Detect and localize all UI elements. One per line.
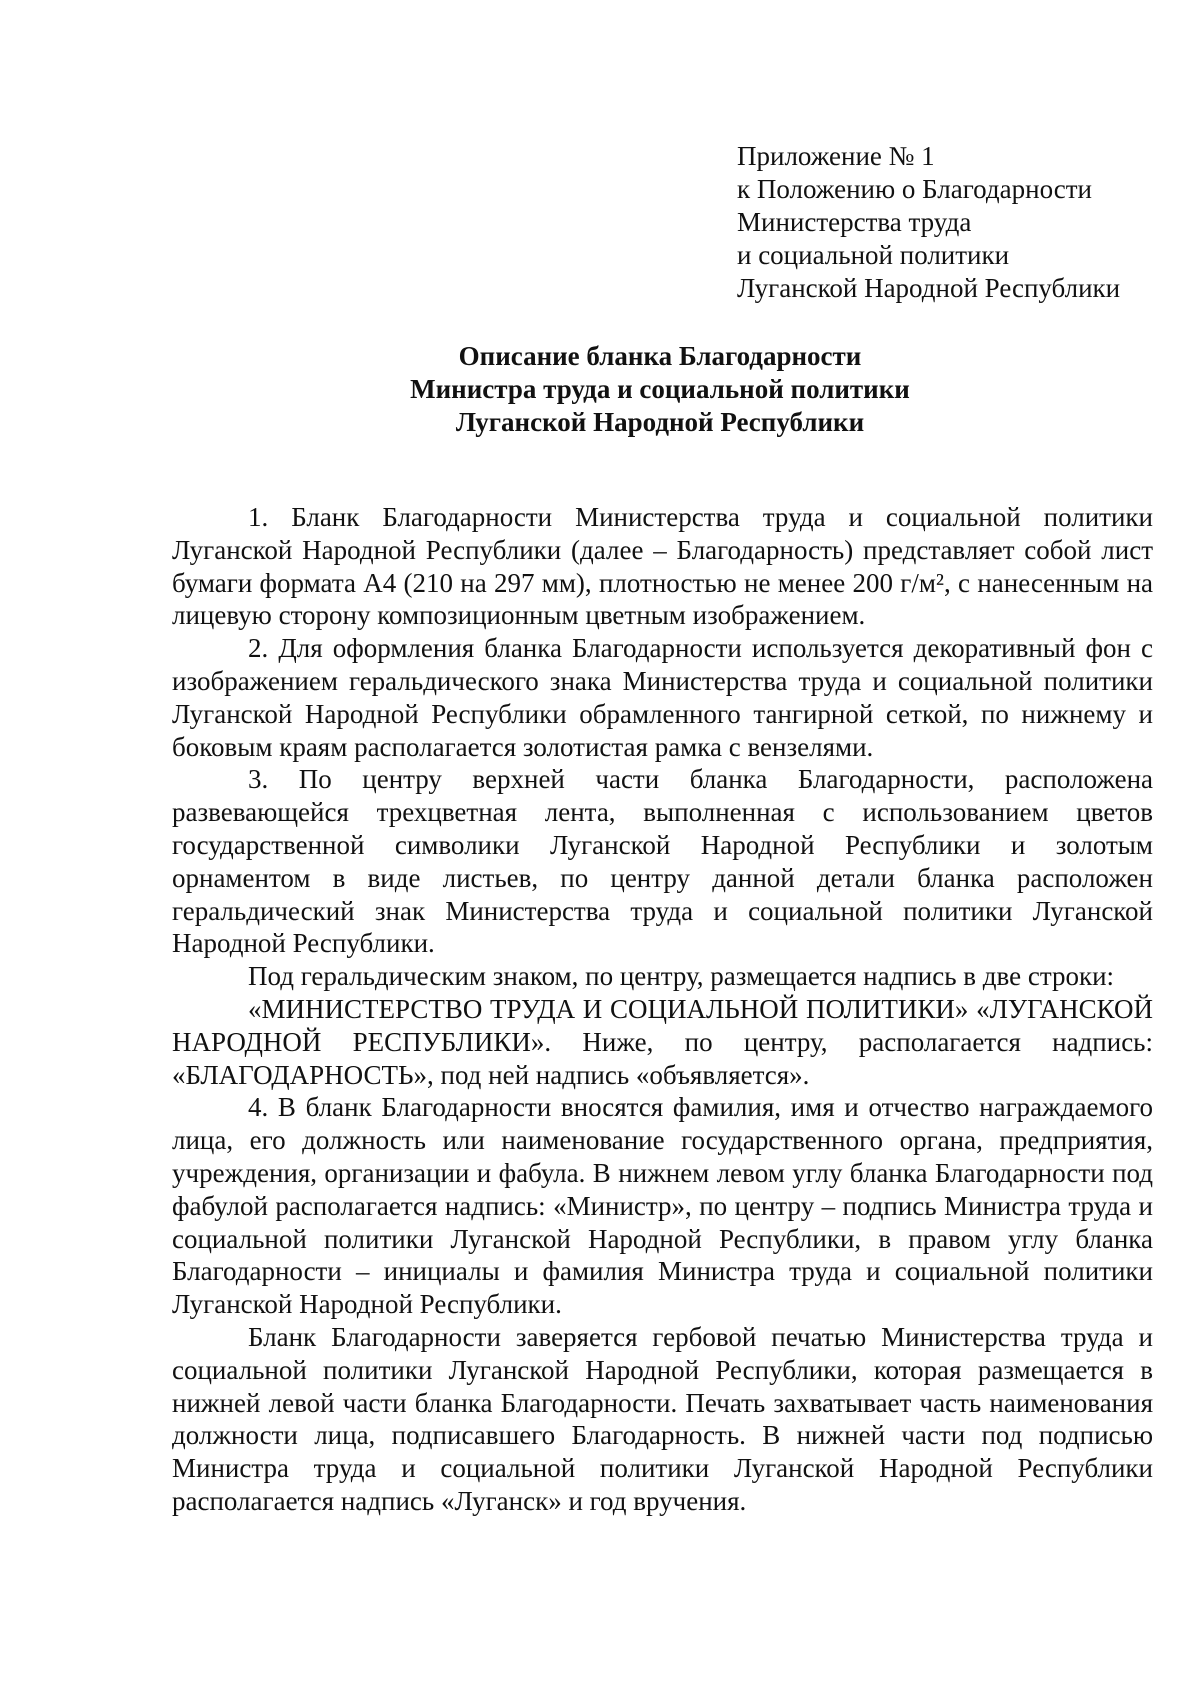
paragraph-3: 3. По центру верхней части бланка Благодарности, расположена развевающейся трехцветная лента, выполненная с использованием цветов государственной символики Луганской Народной Республики и золотым орнаментом в виде листьев, по центру данной детали бланка расположен геральдический знак Министерства труда и социальной политики Луганской Народной Республики. [172, 764, 1153, 959]
title-line-1: Описание бланка Благодарности [458, 341, 862, 371]
paragraph-inscription-text: «МИНИСТЕРСТВО ТРУДА И СОЦИАЛЬНОЙ ПОЛИТИКИ» «ЛУГАНСКОЙ НАРОДНОЙ РЕСПУБЛИКИ». Ниже, по центру, располагается надпись: «БЛАГОДАРНОСТЬ», под ней надпись «объявляется». [172, 993, 1153, 1090]
title-line-2: Министра труда и социальной политики [410, 374, 910, 404]
paragraph-4: 4. В бланк Благодарности вносятся фамилия, имя и отчество награждаемого лица, его должность или наименование государственного органа, предприятия, учреждения, организации и фабула. В нижнем левом углу бланка Благодарности под фабулой располагается надпись: «Министр», по центру – подпись Министра труда и социальной политики Луганской Народной Республики, в правом углу бланка Благодарности – инициалы и фамилия Министра труда и социальной политики Луганской Народной Республики. [172, 1092, 1153, 1320]
appendix-line-ministry: Министерства труда [737, 207, 972, 237]
appendix-line-number: Приложение № 1 [737, 141, 935, 171]
appendix-line-republic: Луганской Народной Республики [737, 273, 1121, 303]
paragraph-1: 1. Бланк Благодарности Министерства труда и социальной политики Луганской Народной Республики (далее – Благодарность) представляет собой лист бумаги формата А4 (210 на 297 мм), плотностью не менее 200 г/м², с нанесенным на лицевую сторону композиционным цветным изображением. [172, 502, 1153, 631]
appendix-header [737, 140, 1177, 305]
document-title [170, 340, 1150, 439]
paragraph-inscription-intro: Под геральдическим знаком, по центру, размещается надпись в две строки: [248, 961, 1115, 992]
appendix-line-policy: и социальной политики [737, 240, 1010, 270]
document-body [172, 501, 1153, 1518]
paragraph-seal: Бланк Благодарности заверяется гербовой печатью Министерства труда и социальной политики Луганской Народной Республики, которая размещается в нижней левой части бланка Благодарности. Печать захватывает часть наименования должности лица, подписавшего Благодарность. В нижней части под подписью Министра труда и социальной политики Луганской Народной Республики располагается надпись «Луганск» и год вручения. [172, 1321, 1153, 1516]
title-line-3: Луганской Народной Республики [455, 407, 865, 437]
paragraph-2: 2. Для оформления бланка Благодарности используется декоративный фон с изображением геральдического знака Министерства труда и социальной политики Луганской Народной Республики обрамленного тангирной сеткой, по нижнему и боковым краям располагается золотистая рамка с вензелями. [172, 633, 1153, 762]
appendix-line-regulation: к Положению о Благодарности [737, 174, 1092, 204]
